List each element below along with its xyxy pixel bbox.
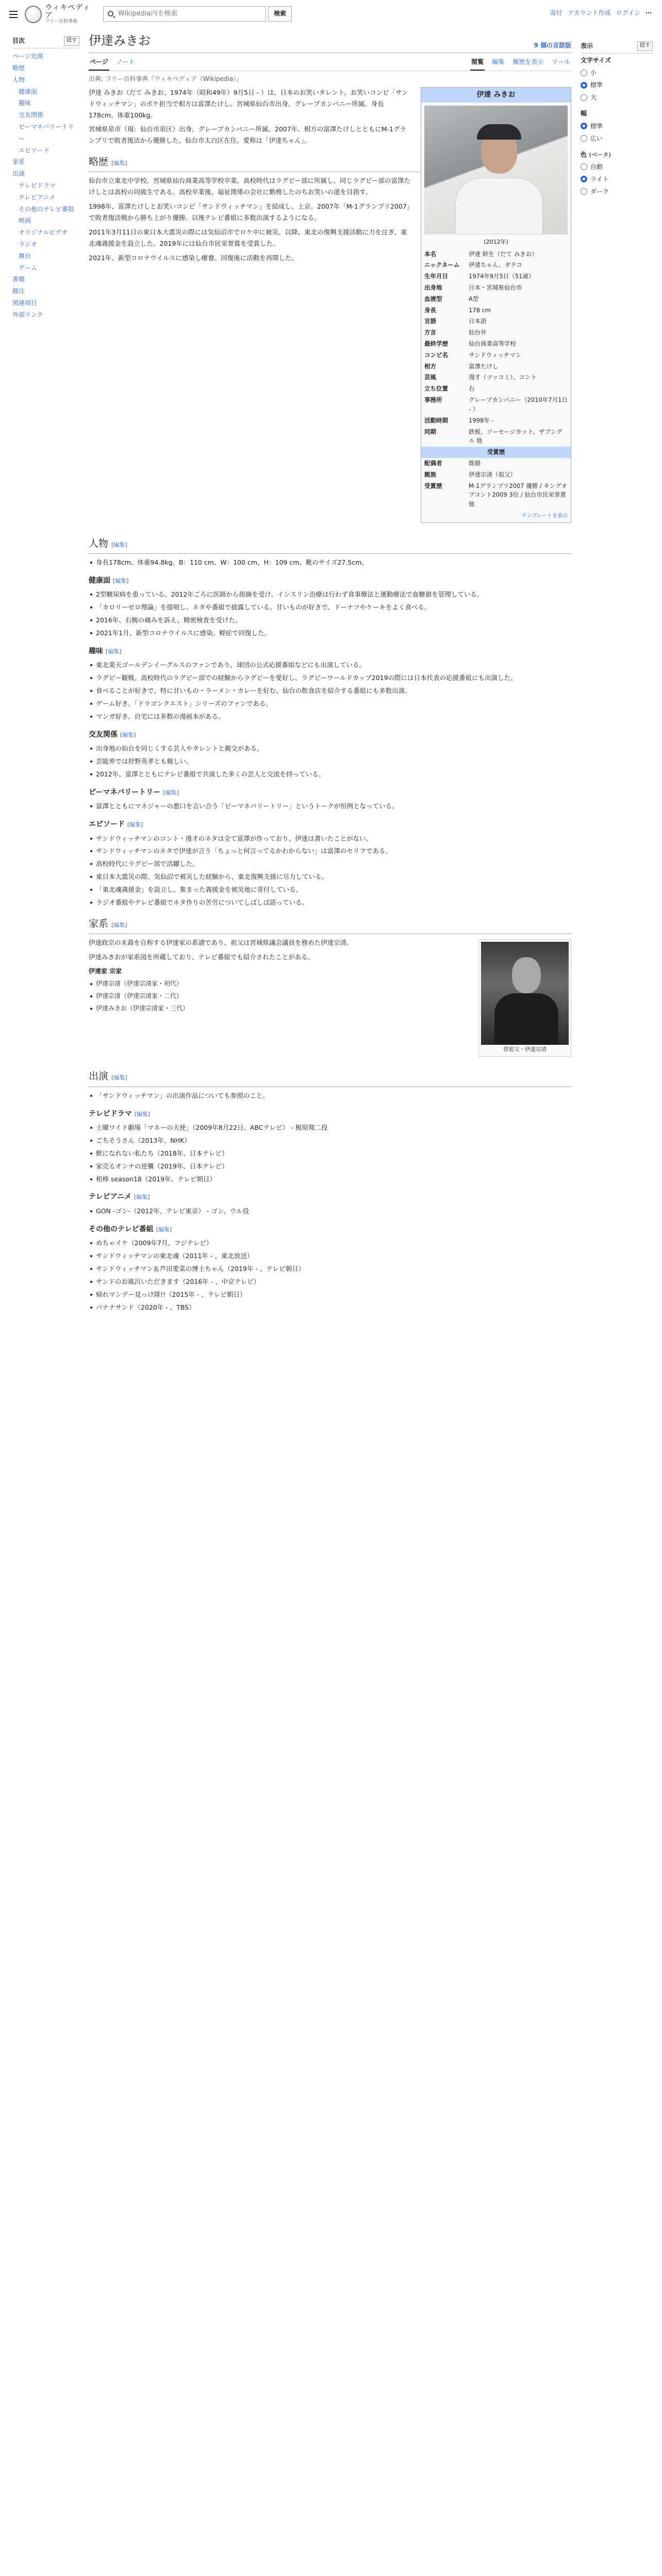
infobox-value: A型: [469, 295, 479, 302]
edit-link[interactable]: 編集: [113, 541, 125, 548]
paragraph: 仙台市立東北中学校、宮城県仙台商業高等学校卒業。高校時代はラグビー部に所属し、同じラグビー部の富澤たけしとは高校の同級生である。高校卒業後、福祉関係の会社に勤務したのちお笑いの道を目指す。: [89, 177, 411, 196]
edit-link[interactable]: 編集: [113, 1074, 125, 1081]
tab-right-2[interactable]: 履歴を表示: [512, 58, 544, 66]
create-account-link[interactable]: アカウント作成: [567, 9, 611, 16]
list-item: 家売るオンナの逆襲（2019年、日本テレビ）: [89, 1161, 571, 1172]
list-item: 土曜ワイド劇場「マネーの天使」（2009年8月22日、ABCテレビ） - 梶原翔二役: [89, 1122, 571, 1133]
genealogy-title: 伊達家 宗家: [89, 967, 122, 975]
toc-hide-button[interactable]: 隠す: [64, 36, 79, 46]
infobox-section-title: 受賞歴: [421, 447, 571, 458]
appear-note: 「サンドウィッチマン」の出演作品についても参照のこと。: [89, 1090, 571, 1101]
infobox-row: [421, 327, 571, 338]
family-photo-caption: 曾祖父・伊達宗清: [503, 1046, 547, 1053]
edit-link[interactable]: 編集: [136, 1194, 148, 1201]
width-option-label: 標準: [590, 122, 603, 130]
list-item: GON -ゴン-（2012年、テレビ東京） - ゴン、ウル役: [89, 1206, 571, 1217]
radio-icon: [581, 94, 587, 101]
color-title: 色 (ベータ): [581, 150, 611, 158]
edit-link[interactable]: 編集: [136, 1110, 148, 1117]
infobox-caption: (2012年): [484, 239, 508, 246]
toc-item[interactable]: エピソード: [19, 146, 50, 154]
infobox-value: 日本語: [469, 317, 487, 325]
page-title: 伊達みきお: [89, 33, 151, 48]
color-option[interactable]: [581, 173, 653, 185]
infobox-title: 伊達 みきお: [421, 88, 571, 103]
list-item: 東北楽天ゴールデンイーグルスのファンであり、球団の公式応援番組などにも出演している。: [89, 659, 571, 671]
infobox-row: [421, 282, 571, 294]
list-item: ラグビー観戦。高校時代のラグビー部での経験からラグビーを愛好し、ラグビーワールドカップ2019の際には日本代表の応援番組にも出演した。: [89, 672, 571, 684]
radio-icon: [581, 176, 587, 182]
toc-item[interactable]: 趣味: [19, 99, 31, 107]
toc-item[interactable]: 書籍: [12, 276, 25, 283]
toc-item[interactable]: その他のテレビ番組: [19, 205, 74, 213]
edit-link[interactable]: 編集: [113, 160, 125, 167]
color-group: [581, 150, 653, 198]
toc-item[interactable]: ページ先頭: [12, 53, 43, 60]
section-career: 略歴 [編集]: [89, 154, 571, 172]
infobox-value: M-1グランプリ2007 優勝 / キングオブコント2009 3位 / 仙台市民栄誉賞 他: [469, 482, 568, 508]
edit-link[interactable]: 編集: [158, 1226, 170, 1233]
edit-link[interactable]: 編集: [129, 821, 141, 828]
section-episode: エピソード [編集]: [89, 820, 143, 828]
section-tv: その他のテレビ番組 [編集]: [89, 1225, 172, 1233]
section-health: 健康面 [編集]: [89, 576, 129, 585]
list-item: ゲーム好き。「ドラゴンクエスト」シリーズのファンである。: [89, 698, 571, 709]
color-option-label: 自動: [590, 163, 603, 171]
infobox-value: グレープカンパニー（2010年7月1日 - ）: [469, 396, 568, 413]
infobox-photo[interactable]: [424, 106, 568, 234]
infobox-value: サンドウィッチマン: [469, 351, 522, 359]
appearance-sidebar: [581, 41, 653, 203]
infobox-row: [421, 372, 571, 383]
color-option-label: ライト: [590, 175, 609, 183]
toc-item[interactable]: 健康面: [19, 88, 38, 95]
title-row: [89, 31, 571, 53]
list-item: 伊達宗清（伊達宗清家・二代）: [89, 991, 571, 1002]
infobox-table-2: [421, 458, 571, 510]
search-icon: [108, 11, 113, 16]
infobox-key: 出身地: [424, 283, 442, 291]
toc-item[interactable]: 外部リンク: [12, 311, 43, 318]
list-item: 2021年1月、新型コロナウイルスに感染。軽症で回復した。: [89, 628, 571, 639]
toc-item[interactable]: テレビアニメ: [19, 193, 56, 201]
text-size-group: [581, 56, 653, 104]
paragraph: 宮城県泉市（現：仙台市泉区）出身。グレープカンパニー所属。2007年、相方の富澤たけしとともにM-1グランプリで敗者復活から優勝した。仙台市太白区在住。愛称は「伊達ちゃん」。: [89, 125, 406, 145]
list-item: めちゃイケ（2009年7月、フジテレビ）: [89, 1238, 571, 1249]
infobox-key: ニックネーム: [424, 261, 460, 269]
edit-link[interactable]: 編集: [165, 789, 177, 796]
infobox-value: 1998年 -: [469, 416, 494, 424]
infobox-table: [421, 249, 571, 447]
edit-link[interactable]: 編集: [122, 731, 134, 738]
infobox-key: 言語: [424, 317, 436, 325]
paragraph: 2021年、新型コロナウイルスに感染し療養。回復後に活動を再開した。: [89, 253, 299, 262]
infobox-row: [421, 305, 571, 316]
infobox-value: 日本・宮城県仙台市: [469, 283, 522, 291]
list-item: 獣になれない私たち（2018年、日本テレビ）: [89, 1148, 571, 1159]
toc-item[interactable]: 出演: [12, 170, 25, 178]
radio-icon: [581, 163, 587, 170]
infobox-value: 伊達 幹生（だて みきお）: [469, 250, 538, 258]
radio-icon: [581, 70, 587, 76]
radio-icon: [581, 123, 587, 129]
donate-link[interactable]: 寄付: [550, 9, 562, 16]
infobox-key: 芸風: [424, 374, 436, 381]
section-hobby: 趣味 [編集]: [89, 647, 122, 655]
infobox-row: [421, 383, 571, 395]
infobox-key: 方言: [424, 329, 436, 336]
toc-header: [12, 36, 79, 48]
radio-icon: [581, 188, 587, 195]
text-size-option-label: 標準: [590, 81, 603, 89]
infobox-row: [421, 361, 571, 372]
list-item: 「東北魂義援金」を設立し、集まった義援金を被災地に寄付している。: [89, 884, 571, 895]
tab-1[interactable]: ノート: [116, 58, 135, 66]
list-item: 相棒 season18（2019年、テレビ朝日）: [89, 1174, 571, 1185]
list-item: サンドウィッチマンのネタで伊達が言う「ちょっと何言ってるかわからない」は富澤のセリフである。: [89, 845, 571, 857]
infobox-value: 1974年9月5日（51歳）: [469, 273, 535, 280]
list-item: ラジオ番組やテレビ番組でネタ作りの苦労についてしばしば語っている。: [89, 897, 571, 908]
infobox-row: [421, 415, 571, 427]
infobox-row: [421, 338, 571, 350]
toc-item[interactable]: 人物: [12, 76, 25, 83]
toc-list: [12, 50, 79, 320]
list-item: 出身地の仙台を同じくする芸人やタレントと親交がある。: [89, 743, 571, 754]
logo-subtitle: フリー百科事典: [45, 19, 77, 25]
radio-icon: [581, 135, 587, 142]
width-option-label: 広い: [590, 134, 603, 142]
infobox-value: 伊達ちゃん、ダテコ: [469, 261, 522, 269]
list-item: バナナサンド（2020年 - 、TBS）: [89, 1302, 571, 1313]
color-option-label: ダーク: [590, 188, 609, 195]
width-group: [581, 109, 653, 144]
infobox-key: 立ち位置: [424, 385, 448, 393]
section-anime: テレビアニメ [編集]: [89, 1193, 150, 1201]
infobox-row: [421, 316, 571, 327]
text-size-option-label: 大: [590, 94, 597, 101]
list-item: サンドウィッチマン＆芦田愛菜の博士ちゃん（2019年 - 、テレビ朝日）: [89, 1263, 571, 1275]
infobox-value: 既婚: [469, 459, 481, 467]
article-body: [89, 87, 571, 1313]
infobox-row: [421, 271, 571, 282]
tab-right-3[interactable]: ツール: [552, 58, 570, 66]
infobox-key: 配偶者: [424, 459, 442, 467]
width-option[interactable]: [581, 120, 653, 132]
main-content: [89, 31, 571, 1315]
list-item: 身長178cm、体重94.8kg。B：110 cm、W：100 cm、H：109 cm、靴のサイズ27.5cm。: [89, 557, 571, 568]
infobox-row: [421, 395, 571, 415]
wikipedia-globe-icon: [25, 6, 42, 23]
infobox-key: 同期: [424, 428, 436, 435]
radio-icon: [581, 82, 587, 89]
list-item: ごちそうさん（2013年、NHK）: [89, 1135, 571, 1146]
list-item: 2型糖尿病を患っている。2012年ごろに医師から指摘を受け、インスリン治療は行わず食事療法と運動療法で血糖値を管理している。: [89, 589, 571, 600]
infobox-row: [421, 350, 571, 361]
infobox-key: 相方: [424, 362, 436, 370]
toc-item[interactable]: オリジナルビデオ: [19, 229, 68, 236]
infobox-row: [421, 469, 571, 481]
toc-item[interactable]: テレビドラマ: [19, 181, 56, 189]
tab-right-0[interactable]: 閲覧: [470, 55, 485, 70]
section-pman: ピーマネバリートリー [編集]: [89, 788, 179, 796]
edit-link[interactable]: 編集: [113, 921, 125, 928]
infobox-key: 受賞歴: [424, 482, 442, 489]
infobox-value: 伊達宗清（祖父）: [469, 470, 516, 478]
paragraph: 伊達政宗の末裔を自称する伊達家の系譜であり、祖父は宮城県議会議員を務めた伊達宗清。: [89, 939, 353, 946]
main-menu-icon[interactable]: [6, 7, 21, 22]
infobox-value: 178 cm: [469, 306, 491, 314]
toc-item[interactable]: 脚注: [12, 287, 25, 295]
width-title: 幅: [581, 110, 587, 117]
infobox-key: 生年月日: [424, 273, 448, 280]
text-size-option-label: 小: [590, 69, 597, 77]
infobox-row: [421, 249, 571, 260]
more-options-icon[interactable]: ⋯: [646, 9, 652, 16]
edit-link[interactable]: 編集: [115, 577, 127, 584]
infobox-value: 右: [469, 385, 475, 393]
login-link[interactable]: ログイン: [616, 9, 640, 16]
toc-item[interactable]: 舞台: [19, 252, 31, 260]
toc-item[interactable]: ゲーム: [19, 264, 38, 272]
list-item: 食べることが好きで、特に甘いもの・ラーメン・カレーを好む。仙台の飲食店を紹介する番組にも多数出演。: [89, 685, 571, 697]
infobox-value: 漫才（ツッコミ）、コント: [469, 374, 537, 381]
site-header: [0, 0, 662, 29]
edit-link[interactable]: 編集: [108, 648, 120, 655]
paragraph: 伊達 みきお（だて みきお、1974年（昭和49年）9月5日 - ）は、日本のお笑いタレント。お笑いコンビ「サンドウィッチマン」のボケ担当で相方は富澤たけし。宮城県仙台市出身。グレープカンパニー所属。身長178cm。体重100kg。: [89, 88, 408, 119]
list-item: サンドウィッチマンのコント・漫才のネタは全て富澤が作っており、伊達は書いたことがない。: [89, 833, 571, 844]
infobox-value: 鉄板、ソーセージカット、ザブングル 他: [469, 428, 562, 445]
list-item: 高校時代にラグビー部で活躍した。: [89, 858, 571, 870]
page-tabs: [89, 55, 571, 71]
toc-item[interactable]: 家系: [12, 158, 25, 166]
width-option[interactable]: [581, 132, 653, 145]
paragraph: 2011年3月11日の東日本大震災の際には気仙沼市でロケ中に被災。以降、東北の復興支援活動に力を注ぎ、東北魂義援金を設立した。2019年には仙台市民栄誉賞を受賞した。: [89, 228, 407, 247]
paragraph: 1998年、富澤たけしとお笑いコンビ「サンドウィッチマン」を結成し、上京。2007年「M-1グランプリ2007」で敗者復活戦から勝ち上がり優勝。以後テレビ番組に多数出演するようになる。: [89, 202, 410, 222]
text-size-option[interactable]: [581, 79, 653, 91]
user-links: [550, 8, 652, 18]
text-size-title: 文字サイズ: [581, 57, 611, 64]
infobox-value: 富澤たけし: [469, 362, 499, 370]
infobox-value: 仙台商業高等学校: [469, 340, 516, 347]
infobox-key: 最終学歴: [424, 340, 448, 347]
appearance-title: 表示: [581, 42, 593, 49]
logo-title: ウィキペディア: [45, 3, 91, 20]
infobox-key: コンビ名: [424, 351, 448, 359]
section-person: 人物 [編集]: [89, 535, 571, 554]
toc-item[interactable]: 交友関係: [19, 111, 44, 119]
toc-sidebar: [12, 36, 79, 321]
infobox-row: [421, 458, 571, 469]
section-drama: テレビドラマ [編集]: [89, 1109, 151, 1118]
list-item: マンガ好き。自宅には多数の漫画本がある。: [89, 711, 571, 722]
search-input[interactable]: [103, 6, 266, 22]
color-option[interactable]: [581, 185, 653, 198]
section-friends: 交友関係 [編集]: [89, 730, 136, 739]
list-item: 「カロリーゼロ理論」を提唱し、ネタや番組で披露している。甘いものが好きで、ドーナツやケーキをよく食べる。: [89, 602, 571, 613]
infobox-row: [421, 294, 571, 305]
list-item: 2012年、富澤とともにテレビ番組で共演した多くの芸人と交流を持っている。: [89, 769, 571, 780]
infobox-key: 身長: [424, 306, 436, 314]
tab-right-1[interactable]: 編集: [492, 58, 505, 66]
infobox-key: 活動時期: [424, 416, 448, 424]
infobox-row: [421, 481, 571, 510]
infobox-key: 本名: [424, 250, 436, 258]
toc-item[interactable]: 映画: [19, 217, 31, 225]
text-size-option[interactable]: [581, 66, 653, 79]
search-placeholder: Wikipedia内を検索: [118, 9, 178, 18]
list-item: 東日本大震災の際、気仙沼で被災した経験から、東北復興支援に尽力している。: [89, 871, 571, 883]
search-button[interactable]: 検索: [268, 6, 292, 22]
list-item: 富澤とともにマネジャーの悪口を言い合う「ピーマネバリートリー」というトークが恒例となっている。: [89, 801, 571, 812]
infobox: [421, 87, 571, 523]
appearance-hide-button[interactable]: 隠す: [637, 41, 653, 51]
list-item: サンドのお風呂いただきます（2016年 - 、中京テレビ）: [89, 1276, 571, 1287]
color-option[interactable]: [581, 161, 653, 173]
list-item: サンドウィッチマンの東北魂（2011年 - 、東北放送）: [89, 1250, 571, 1262]
toc-item[interactable]: ラジオ: [19, 240, 38, 248]
infobox-key: 血液型: [424, 295, 442, 302]
list-item: 2016年、右腕の痛みを訴え、精密検査を受けた。: [89, 615, 571, 626]
section-appearances: 出演 [編集]: [89, 1068, 571, 1087]
toc-item[interactable]: ピーマネバリートリー: [19, 123, 74, 142]
text-size-option[interactable]: [581, 91, 653, 104]
toc-item[interactable]: 関連項目: [12, 299, 38, 307]
list-item: 帰れマンデー見っけ隊!!（2015年 - 、テレビ朝日）: [89, 1289, 571, 1300]
list-item: 伊達みきお（伊達宗清家・三代）: [89, 1003, 571, 1014]
tab-0[interactable]: ページ: [89, 55, 109, 70]
from-wikipedia: 出典: フリー百科事典『ウィキペディア（Wikipedia）』: [89, 75, 243, 82]
infobox-value: 仙台弁: [469, 329, 487, 336]
appearance-header: [581, 41, 653, 54]
paragraph: 伊達みきおが家系図を所蔵しており、テレビ番組でも紹介されたことがある。: [89, 953, 315, 961]
toc-title: 目次: [12, 37, 25, 44]
toc-item[interactable]: 略歴: [12, 64, 25, 72]
list-item: 芸能界では狩野英孝とも親しい。: [89, 756, 571, 767]
site-logo[interactable]: [25, 4, 97, 25]
infobox-key: 親族: [424, 470, 436, 478]
language-button[interactable]: 9 個の言語版: [534, 42, 571, 49]
template-link[interactable]: テンプレートを表示: [521, 513, 568, 519]
infobox-row: [421, 260, 571, 271]
infobox-row: [421, 427, 571, 447]
infobox-key: 事務所: [424, 396, 442, 404]
list-item: 伊達宗清（伊達宗清家・初代）: [89, 978, 571, 989]
section-family: 家系 [編集]: [89, 916, 571, 934]
